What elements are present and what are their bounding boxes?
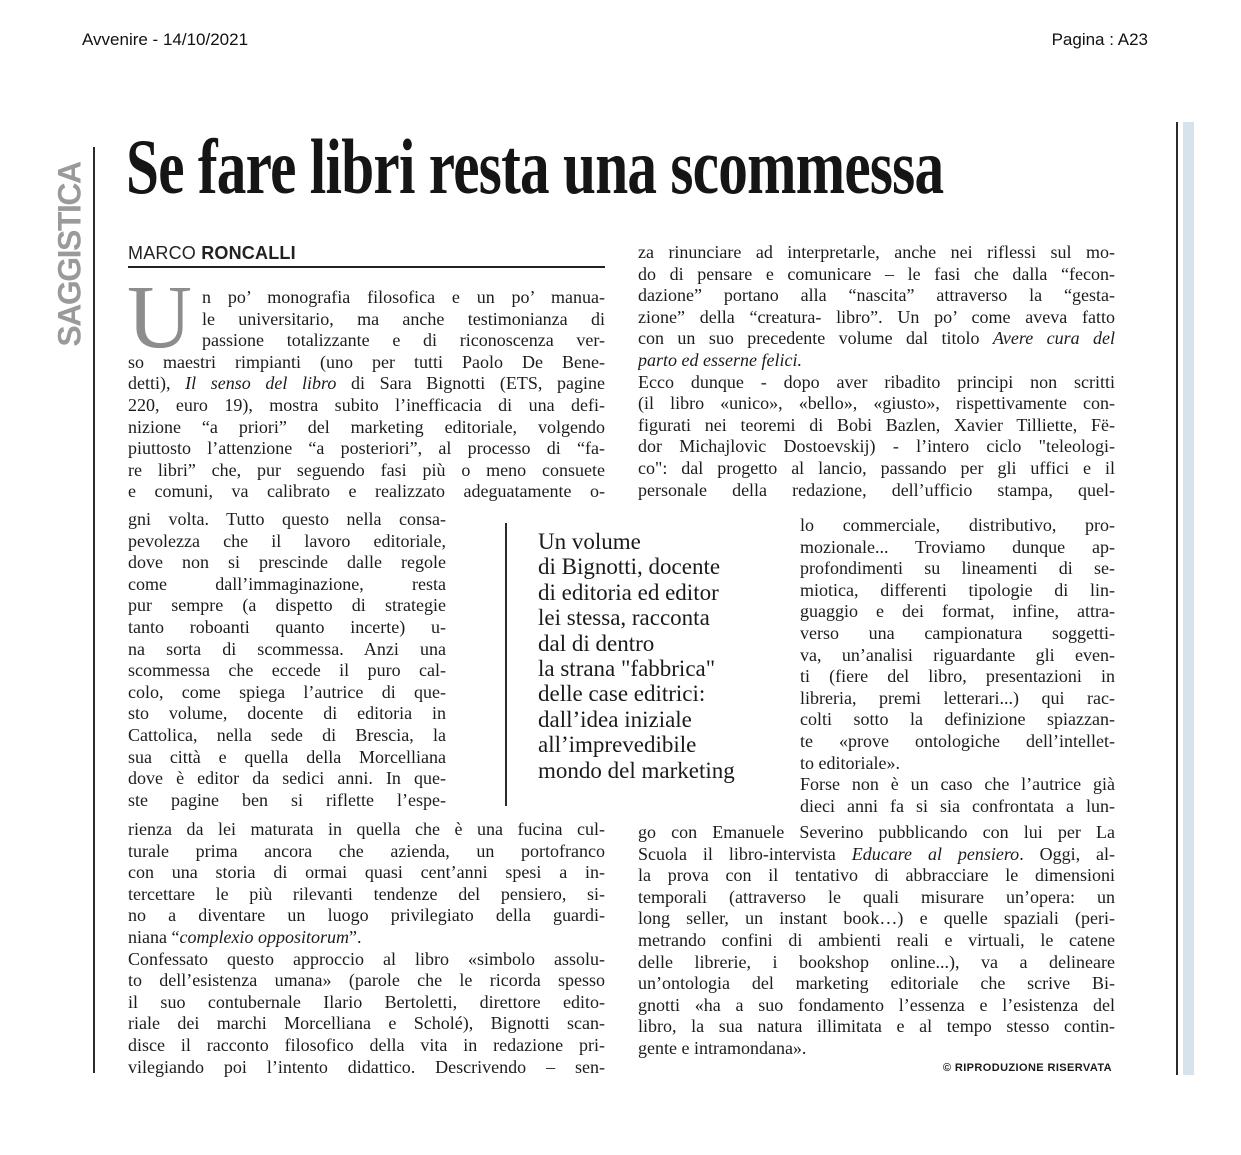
text-run: dieci anni fa si sia confrontata a lun-: [800, 795, 1115, 816]
text-run: personale della redazione, dell’ufficio stampa, quel-: [638, 479, 1115, 500]
text-run: sto volume, docente di editoria in: [128, 703, 446, 724]
byline: [128, 243, 296, 264]
text-run: lo commerciale, distributivo, pro-: [800, 515, 1115, 535]
text-line: [638, 480, 1115, 502]
text-line: [128, 481, 605, 503]
text-line: [128, 927, 605, 949]
text-run: gnotti «ha a suo fondamento l’essenza e l’esistenza del: [638, 994, 1115, 1015]
text-line: [638, 436, 1115, 458]
text-line: [128, 1013, 605, 1035]
text-line: [638, 264, 1115, 286]
text-line: [800, 645, 1115, 667]
text-line: [128, 373, 605, 395]
text-run: gente e intramondana».: [638, 1037, 807, 1058]
text-run: go con Emanuele Severino pubblicando con lui per La: [638, 822, 1115, 842]
text-line: [128, 682, 446, 704]
text-line: [638, 307, 1115, 329]
text-run: Scuola il libro-intervista: [638, 843, 852, 864]
text-run: mondo del marketing: [538, 757, 735, 783]
text-line: [638, 458, 1115, 480]
text-run: di Sara Bignotti (ETS, pagine: [336, 373, 605, 394]
text-run: dove non si prescinde dalle regole: [128, 552, 446, 573]
article-column1-bottom: [128, 819, 605, 1078]
text-run: la strana "fabbrica": [538, 655, 716, 681]
text-run: di editoria ed editor: [538, 579, 719, 605]
text-run: lei stessa, racconta: [538, 605, 710, 631]
text-run: scommessa che eccede il puro cal-: [128, 660, 446, 681]
text-run: Un volume: [538, 529, 641, 554]
text-line: [638, 887, 1115, 909]
byline-last-name: RONCALLI: [201, 243, 296, 263]
text-run: passione totalizzante e di riconoscenza ver-: [202, 330, 605, 351]
text-run: con una storia di ormai quasi cent’anni spesi a in-: [128, 862, 605, 883]
text-run: un’ontologia del marketing editoriale che scrive Bi-: [638, 973, 1115, 994]
text-line: [638, 372, 1115, 394]
text-run: disce il racconto filosofico della vita in redazione pri-: [128, 1034, 605, 1055]
text-line: [128, 841, 605, 863]
article-column2-narrow: [800, 515, 1115, 817]
text-run: Cattolica, nella sede di Brescia, la: [128, 724, 446, 745]
text-run: zione” della “creatura- libro”. Un po’ come aveva fatto: [638, 306, 1115, 327]
text-run: dor Michajlovic Dostoevskij) - l’intero ciclo "teleologi-: [638, 436, 1115, 457]
text-run: detti),: [128, 373, 186, 394]
text-run: delle librerie, i bookshop online...), va a delineare: [638, 951, 1115, 972]
text-run: e comuni, va calibrato e realizzato adeguatamente o-: [128, 481, 605, 502]
text-run: libreria, premi letterari...) qui rac-: [800, 687, 1115, 708]
text-line: [800, 537, 1115, 559]
text-run: temporali (attraverso le quali misurare un’opera: un: [638, 886, 1115, 907]
text-line: [638, 930, 1115, 952]
section-kicker: SAGGISTICA: [51, 161, 88, 347]
text-line: [638, 328, 1115, 350]
text-run: riale dei marchi Morcelliana e Scholé), Bignotti scan-: [128, 1013, 605, 1034]
text-run: co": dal progetto al lancio, passando per gli uffici e il: [638, 457, 1115, 478]
text-run: la prova con il tentativo di abbracciare le dimensioni: [638, 865, 1115, 886]
text-line: [128, 574, 446, 596]
text-run: all’imprevedibile: [538, 732, 697, 758]
text-line: [538, 656, 780, 681]
text-run: nizione “a priori” del marketing editoriale, volgendo: [128, 416, 605, 437]
text-line: [638, 973, 1115, 995]
text-line: [128, 992, 605, 1014]
text-run: guaggio e dei format, infine, attra-: [800, 601, 1115, 622]
text-run: dal di dentro: [538, 630, 655, 656]
text-run: ”.: [348, 926, 362, 947]
text-line: [128, 747, 446, 769]
text-run: Forse non è un caso che l’autrice già: [800, 774, 1115, 795]
text-run: n po’ monografia filosofica e un po’ manua-: [202, 287, 605, 307]
text-run: mozionale... Troviamo dunque ap-: [800, 536, 1115, 557]
text-line: [538, 732, 780, 757]
text-line: [128, 905, 605, 927]
italic-run: Educare al pensiero: [851, 843, 1020, 864]
text-run: con un suo precedente volume dal titolo: [638, 328, 993, 349]
text-line: [128, 309, 605, 331]
pull-quote-rule: [505, 523, 507, 806]
pull-quote: [538, 529, 780, 783]
text-line: [638, 1016, 1115, 1038]
text-line: [128, 552, 446, 574]
text-line: [800, 774, 1115, 796]
text-line: [128, 884, 605, 906]
italic-run: complexio oppositorum: [179, 926, 349, 947]
text-line: [128, 660, 446, 682]
text-run: il suo contubernale Ilario Bertoletti, direttore edito-: [128, 991, 605, 1012]
text-line: [800, 558, 1115, 580]
text-line: [128, 595, 446, 617]
text-line: [800, 580, 1115, 602]
text-line: [538, 758, 780, 783]
text-line: [800, 601, 1115, 623]
article-headline: Se fare libri resta una scommessa: [126, 123, 944, 210]
text-line: [128, 460, 605, 482]
text-run: gni volta. Tutto questo nella consa-: [128, 509, 446, 529]
kicker-divider-rule: [93, 147, 95, 1073]
text-run: rienza da lei maturata in quella che è una fucina cul-: [128, 819, 605, 839]
article-column2-bottom: [638, 822, 1115, 1060]
text-line: [538, 580, 780, 605]
text-run: verso una campionatura soggetti-: [800, 622, 1115, 643]
text-line: [800, 623, 1115, 645]
text-line: [638, 285, 1115, 307]
text-run: le universitario, ma anche testimonianza di: [202, 308, 605, 329]
text-run: libro, la sua natura illimitata e al tempo stesso contin-: [638, 1016, 1115, 1037]
header-page-number: Pagina : A23: [1051, 30, 1148, 49]
text-line: [128, 509, 446, 531]
text-line: [638, 822, 1115, 844]
text-line: [128, 768, 446, 790]
text-run: turale prima ancora che azienda, un portofranco: [128, 840, 605, 861]
text-line: [128, 1035, 605, 1057]
header-source-date: Avvenire - 14/10/2021: [82, 30, 249, 49]
text-line: [128, 531, 446, 553]
text-line: [638, 393, 1115, 415]
text-run: na sorta di scommessa. Anzi una: [128, 638, 446, 659]
text-line: [800, 753, 1115, 775]
text-line: [638, 242, 1115, 264]
text-line: [800, 688, 1115, 710]
text-run: vilegiando poi l’intento didattico. Descrivendo – sen-: [128, 1056, 605, 1077]
text-line: [800, 731, 1115, 753]
text-line: [638, 865, 1115, 887]
text-line: [128, 790, 446, 812]
text-run: do di pensare e comunicare – le fasi che dalla “fecon-: [638, 263, 1115, 284]
text-line: [128, 352, 605, 374]
text-run: tanto roboanti quanto incerte) u-: [128, 616, 446, 637]
text-run: ti (fiere del libro, presentazioni in: [800, 666, 1115, 687]
text-run: . Oggi, al-: [1019, 843, 1115, 864]
right-margin-accent-band: [1183, 122, 1194, 1075]
text-run: tercettare le più rilevanti tendenze del pensiero, si-: [128, 883, 605, 904]
text-line: [128, 417, 605, 439]
text-line: [800, 515, 1115, 537]
text-run: to dell’esistenza umana» (parole che le ricorda spesso: [128, 970, 605, 991]
text-line: [800, 796, 1115, 818]
text-line: [638, 908, 1115, 930]
text-run: dove è editor da sedici anni. In que-: [128, 768, 446, 789]
text-line: [638, 415, 1115, 437]
text-run: piuttosto l’attenzione “a posteriori”, al processo di “fa-: [128, 438, 605, 459]
text-line: [128, 725, 446, 747]
text-line: [128, 617, 446, 639]
italic-run: Il senso del libro: [185, 373, 337, 394]
text-run: sua città e quella della Morcelliana: [128, 746, 446, 767]
text-line: [128, 438, 605, 460]
right-margin-rule: [1176, 122, 1178, 1075]
text-line: [128, 330, 605, 352]
text-run: pur sempre (a dispetto di strategie: [128, 595, 446, 616]
text-line: [128, 819, 605, 841]
article-column2-top: [638, 242, 1115, 501]
text-run: figurati nei teoremi di Bobi Bazlen, Xavier Tilliette, Fë-: [638, 414, 1115, 435]
text-line: [638, 952, 1115, 974]
copyright-notice: © RIPRODUZIONE RISERVATA: [942, 1062, 1112, 1074]
text-line: [638, 350, 1115, 372]
text-line: [800, 709, 1115, 731]
italic-run: Avere cura del: [992, 328, 1115, 349]
text-line: [538, 605, 780, 630]
text-line: [128, 949, 605, 971]
text-run: Ecco dunque - dopo aver ribadito principi non scritti: [638, 371, 1115, 392]
text-line: [128, 970, 605, 992]
text-line: [538, 631, 780, 656]
text-run: to editoriale».: [800, 752, 900, 773]
text-run: za rinunciare ad interpretarle, anche nei riflessi sul mo-: [638, 242, 1115, 262]
text-run: Confessato questo approccio al libro «simbolo assolu-: [128, 948, 605, 969]
text-line: [128, 703, 446, 725]
text-line: [128, 287, 605, 309]
text-line: [538, 529, 780, 554]
text-line: [128, 639, 446, 661]
text-run: long seller, un instant book…) e quelle spaziali (peri-: [638, 908, 1115, 929]
text-run: miotica, differenti tipologie di lin-: [800, 579, 1115, 600]
drop-cap: U: [127, 268, 192, 367]
text-run: niana “: [128, 926, 180, 947]
byline-rule: [128, 266, 605, 268]
text-run: pevolezza che il lavoro editoriale,: [128, 530, 446, 551]
italic-run: parto ed esserne felici.: [638, 349, 802, 370]
text-line: [128, 1057, 605, 1079]
text-run: ste pagine ben si riflette l’espe-: [128, 789, 446, 810]
text-run: no a diventare un luogo privilegiato della guardi-: [128, 905, 605, 926]
article-column1-top: [127, 268, 605, 503]
text-run: (il libro «unico», «bello», «giusto», rispettivamente con-: [638, 393, 1115, 414]
text-run: profondimenti su lineamenti di se-: [800, 558, 1115, 579]
text-line: [128, 395, 605, 417]
text-run: delle case editrici:: [538, 681, 706, 707]
text-run: va, un’analisi riguardante gli even-: [800, 644, 1115, 665]
byline-first-name: MARCO: [128, 243, 202, 263]
text-run: metrando confini di ambienti reali e virtuali, le catene: [638, 929, 1115, 950]
article-column1-narrow: [128, 509, 446, 811]
text-run: so maestri rimpianti (uno per tutti Paolo De Bene-: [128, 351, 605, 372]
text-line: [638, 844, 1115, 866]
text-run: colti sotto la definizione spiazzan-: [800, 709, 1115, 730]
text-line: [128, 862, 605, 884]
text-line: [538, 554, 780, 579]
text-run: re libri” che, pur seguendo fasi più o meno consuete: [128, 459, 605, 480]
text-run: di Bignotti, docente: [538, 554, 721, 580]
text-line: [538, 681, 780, 706]
text-run: 220, euro 19), mostra subito l’inefficacia di una defi-: [128, 394, 605, 415]
text-run: colo, come spiega l’autrice di que-: [128, 681, 446, 702]
text-line: [538, 707, 780, 732]
text-run: te «prove ontologiche dell’intellet-: [800, 730, 1115, 751]
text-line: [638, 995, 1115, 1017]
text-line: [638, 1038, 1115, 1060]
text-run: come dall’immaginazione, resta: [128, 573, 446, 594]
text-run: dall’idea iniziale: [538, 706, 692, 732]
text-run: dazione” portano alla “nascita” attraverso la “gesta-: [638, 285, 1115, 306]
text-line: [800, 666, 1115, 688]
